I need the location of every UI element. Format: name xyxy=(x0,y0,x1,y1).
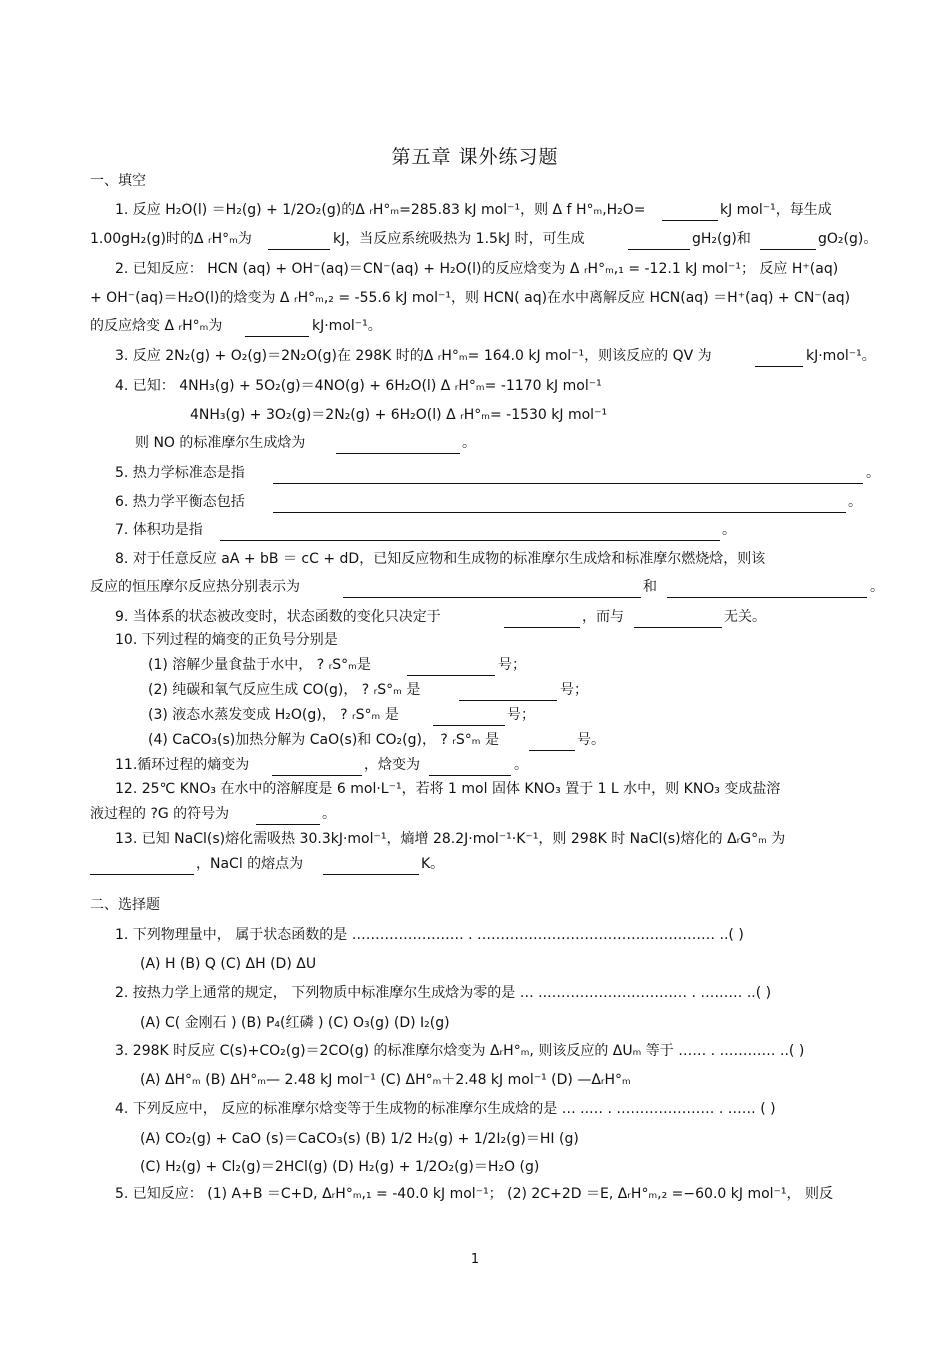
answer-blank[interactable] xyxy=(760,234,816,250)
answer-blank[interactable] xyxy=(268,234,330,250)
text-line: K。 xyxy=(421,856,445,872)
text-line: gH₂(g)和 xyxy=(692,231,751,247)
answer-blank[interactable] xyxy=(323,859,419,875)
text-line: 4NH₃(g) + 3O₂(g)＝2N₂(g) + 6H₂O(l) Δ ᵣH°ₘ= -1530 kJ mol⁻¹ xyxy=(190,407,608,423)
text-line: ，NaCl 的熔点为 xyxy=(196,856,304,872)
text-line: 的反应焓变 Δ ᵣH°ₘ为 xyxy=(90,318,223,334)
text-line: 5. 热力学标准态是指 xyxy=(115,465,245,481)
text-line: (1) 溶解少量食盐于水中， ? ᵣS°ₘ是 xyxy=(148,657,371,673)
text-line: 11.循环过程的熵变为 xyxy=(115,757,250,773)
text-line: 液过程的 ?G 的符号为 xyxy=(90,806,230,822)
text-line: 3. 反应 2N₂(g) + O₂(g)＝2N₂O(g)在 298K 时的Δ ᵣH°ₘ= 164.0 kJ mol⁻¹，则该反应的 QV 为 xyxy=(115,348,712,364)
text-line: 号； xyxy=(560,682,588,698)
answer-blank[interactable] xyxy=(273,497,846,513)
text-line: 。 xyxy=(322,806,336,822)
text-line: 号。 xyxy=(577,732,605,748)
text-line: 4. 已知： 4NH₃(g) + 5O₂(g)＝4NO(g) + 6H₂O(l) Δ ᵣH°ₘ= -1170 kJ mol⁻¹ xyxy=(115,378,602,394)
answer-blank[interactable] xyxy=(433,710,505,726)
answer-blank[interactable] xyxy=(407,660,495,676)
text-line: ，而与 xyxy=(582,609,624,625)
text-line: 。 xyxy=(848,494,862,510)
text-line: (C) H₂(g) + Cl₂(g)＝2HCl(g) (D) H₂(g) + 1/2O₂(g)＝H₂O (g) xyxy=(140,1159,540,1175)
text-line: gO₂(g)。 xyxy=(818,231,878,247)
text-line: 10. 下列过程的熵变的正负号分别是 xyxy=(115,632,338,648)
answer-blank[interactable] xyxy=(529,735,575,751)
text-line: 和 xyxy=(643,579,657,595)
text-line: kJ，当反应系统吸热为 1.5kJ 时，可生成 xyxy=(333,231,585,247)
text-line: 6. 热力学平衡态包括 xyxy=(115,494,245,510)
text-line: 。 xyxy=(462,435,476,451)
text-line: kJ·mol⁻¹。 xyxy=(806,348,876,364)
text-line: kJ·mol⁻¹。 xyxy=(312,318,382,334)
text-line: 1.00gH₂(g)时的Δ ᵣH°ₘ为 xyxy=(90,231,252,247)
text-line: 号； xyxy=(507,707,535,723)
text-line: 9. 当体系的状态被改变时，状态函数的变化只决定于 xyxy=(115,609,441,625)
text-line: 。 xyxy=(514,757,528,773)
answer-blank[interactable] xyxy=(343,582,641,598)
text-line: 无关。 xyxy=(724,609,766,625)
answer-blank[interactable] xyxy=(667,582,867,598)
answer-blank[interactable] xyxy=(504,612,580,628)
text-line: 。 xyxy=(722,522,736,538)
text-line: 13. 已知 NaCl(s)熔化需吸热 30.3kJ·mol⁻¹，熵增 28.2J·mol⁻¹·K⁻¹，则 298K 时 NaCl(s)熔化的 ΔᵣG°ₘ 为 xyxy=(115,831,786,847)
text-line: 1. 反应 H₂O(l) ＝H₂(g) + 1/2O₂(g)的Δ ᵣH°ₘ=285.83 kJ mol⁻¹，则 Δ f H°ₘ,H₂O= xyxy=(115,202,646,218)
page-title: 第五章 课外练习题 xyxy=(391,146,559,168)
text-line: 。 xyxy=(870,579,884,595)
answer-blank[interactable] xyxy=(634,612,722,628)
text-line: (4) CaCO₃(s)加热分解为 CaO(s)和 CO₂(g)， ? ᵣS°ₘ 是 xyxy=(148,732,499,748)
answer-blank[interactable] xyxy=(256,809,320,825)
text-line: (A) ΔH°ₘ (B) ΔH°ₘ— 2.48 kJ mol⁻¹ (C) ΔH°ₘ＋2.48 kJ mol⁻¹ (D) —ΔᵣH°ₘ xyxy=(140,1072,631,1088)
answer-blank[interactable] xyxy=(336,438,460,454)
answer-blank[interactable] xyxy=(755,351,803,367)
text-line: 二、选择题 xyxy=(90,897,160,913)
text-line: 3. 298K 时反应 C(s)+CO₂(g)＝2CO(g) 的标准摩尔焓变为 ΔᵣH°ₘ, 则该反应的 ΔUₘ 等于 …… . ………… ..( ) xyxy=(115,1043,805,1059)
text-line: 5. 已知反应： (1) A+B ＝C+D, ΔᵣH°ₘ,₁ = -40.0 kJ mol⁻¹； (2) 2C+2D ＝E, ΔᵣH°ₘ,₂ =−60.0 kJ mol⁻¹， 则反 xyxy=(115,1186,833,1202)
text-line: (A) C( 金刚石 ) (B) P₄(红磷 ) (C) O₃(g) (D) I₂(g) xyxy=(140,1015,450,1031)
answer-blank[interactable] xyxy=(459,685,557,701)
answer-blank[interactable] xyxy=(245,321,309,337)
text-line: (2) 纯碳和氧气反应生成 CO(g)， ? ᵣS°ₘ 是 xyxy=(148,682,421,698)
text-line: 1. 下列物理量中， 属于状态函数的是 …………………… . …………………………………………… ..( ) xyxy=(115,927,744,943)
text-line: 一、填空 xyxy=(90,173,146,189)
answer-blank[interactable] xyxy=(628,234,690,250)
text-line: ，焓变为 xyxy=(364,757,420,773)
text-line: 8. 对于任意反应 aA + bB ＝ cC + dD，已知反应物和生成物的标准摩尔生成焓和标准摩尔燃烧焓，则该 xyxy=(115,551,766,567)
text-line: + OH⁻(aq)＝H₂O(l)的焓变为 Δ ᵣH°ₘ,₂ = -55.6 kJ mol⁻¹，则 HCN( aq)在水中离解反应 HCN(aq) ＝H⁺(aq) + CN⁻(aq) xyxy=(90,290,851,306)
text-line: 号； xyxy=(498,657,526,673)
text-line: 反应的恒压摩尔反应热分别表示为 xyxy=(90,579,300,595)
text-line: 则 NO 的标准摩尔生成焓为 xyxy=(135,435,306,451)
answer-blank[interactable] xyxy=(272,760,362,776)
answer-blank[interactable] xyxy=(273,468,863,484)
text-line: (A) CO₂(g) + CaO (s)＝CaCO₃(s) (B) 1/2 H₂(g) + 1/2I₂(g)＝HI (g) xyxy=(140,1131,579,1147)
text-line: 2. 已知反应： HCN (aq) + OH⁻(aq)＝CN⁻(aq) + H₂O(l)的反应焓变为 Δ ᵣH°ₘ,₁ = -12.1 kJ mol⁻¹； 反应 H⁺(aq) xyxy=(115,261,839,277)
page-number: 1 xyxy=(470,1252,480,1267)
text-line: 7. 体积功是指 xyxy=(115,522,203,538)
text-line: (3) 液态水蒸发变成 H₂O(g)， ? ᵣS°ₘ 是 xyxy=(148,707,399,723)
text-line: 2. 按热力学上通常的规定， 下列物质中标准摩尔生成焓为零的是 … ..………………………… . ……… ..( ) xyxy=(115,985,772,1001)
text-line: 4. 下列反应中， 反应的标准摩尔焓变等于生成物的标准摩尔生成焓的是 … ..… . ………………… . …… ( ) xyxy=(115,1101,776,1117)
text-line: 。 xyxy=(866,465,880,481)
text-line: (A) H (B) Q (C) ΔH (D) ΔU xyxy=(140,956,317,972)
answer-blank[interactable] xyxy=(220,525,720,541)
answer-blank[interactable] xyxy=(90,859,194,875)
text-line: kJ mol⁻¹，每生成 xyxy=(720,202,832,218)
answer-blank[interactable] xyxy=(429,760,511,776)
text-line: 12. 25℃ KNO₃ 在水中的溶解度是 6 mol·L⁻¹，若将 1 mol 固体 KNO₃ 置于 1 L 水中，则 KNO₃ 变成盐溶 xyxy=(115,781,781,797)
answer-blank[interactable] xyxy=(662,205,718,221)
